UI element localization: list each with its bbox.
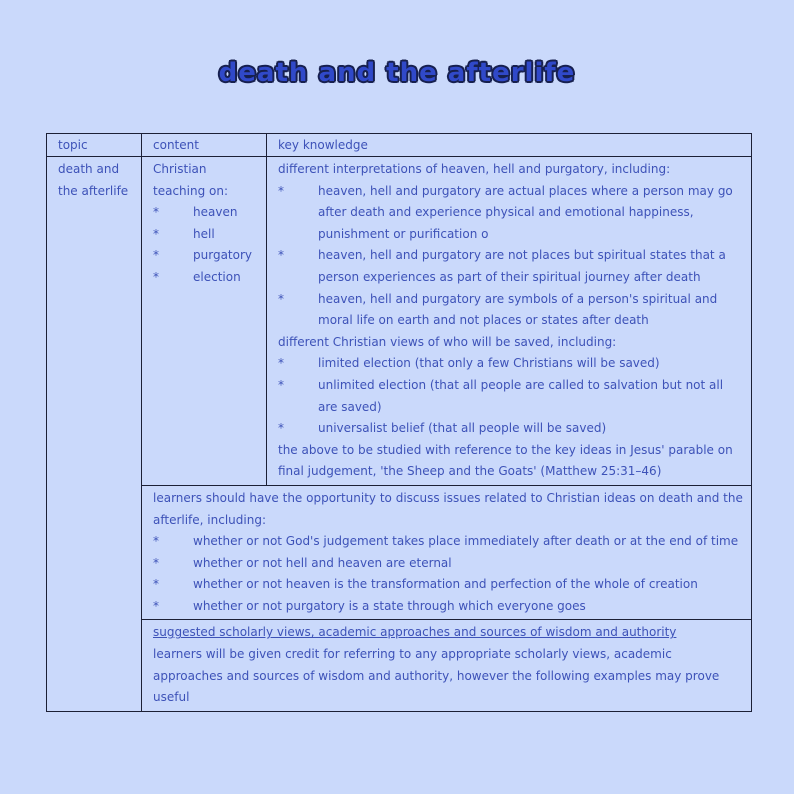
bullet-icon: * <box>153 269 159 284</box>
salvation-intro: different Christian views of who will be saved, including: <box>278 334 617 349</box>
header-topic: topic <box>47 134 142 157</box>
list-item: * purgatory <box>153 245 260 267</box>
bullet-icon: * <box>278 377 284 392</box>
header-key-knowledge: key knowledge <box>267 134 752 157</box>
interpretations-list <box>278 181 745 332</box>
list-item: * heaven, hell and purgatory are symbols of a person's spiritual and moral life on earth and not places or states after death <box>278 289 745 332</box>
bullet-icon: * <box>278 183 284 198</box>
bullet-icon: * <box>153 598 159 613</box>
bullet-icon: * <box>278 421 284 436</box>
list-item: * heaven, hell and purgatory are actual places where a person may go after death and experience physical and emotional happiness, punishment or purification o <box>278 181 745 246</box>
content-cell <box>142 157 267 486</box>
bullet-icon: * <box>153 534 159 549</box>
scholarly-cell <box>142 620 752 711</box>
bullet-icon: * <box>153 205 159 220</box>
bullet-icon: * <box>153 577 159 592</box>
main-row <box>47 157 752 486</box>
list-item: * whether or not heaven is the transformation and perfection of the whole of creation <box>153 574 745 596</box>
list-item: * whether or not purgatory is a state through which everyone goes <box>153 596 745 618</box>
salvation-list <box>278 353 745 439</box>
content-list <box>153 202 260 288</box>
scholarly-heading: suggested scholarly views, academic approaches and sources of wisdom and authority <box>153 625 677 640</box>
discussion-cell <box>142 485 752 620</box>
list-item: * whether or not hell and heaven are eternal <box>153 553 745 575</box>
list-item: * heaven <box>153 202 260 224</box>
list-item: * universalist belief (that all people will be saved) <box>278 418 745 440</box>
bullet-icon: * <box>153 555 159 570</box>
bullet-icon: * <box>278 248 284 263</box>
scholarly-row <box>47 620 752 711</box>
list-item: * hell <box>153 224 260 246</box>
list-item: * limited election (that only a few Christians will be saved) <box>278 353 745 375</box>
content-intro: Christian teaching on: <box>153 162 229 198</box>
list-item: * unlimited election (that all people are called to salvation but not all are saved) <box>278 375 745 418</box>
bullet-icon: * <box>278 291 284 306</box>
parable-note: the above to be studied with reference to the key ideas in Jesus' parable on final judgement, 'the Sheep and the Goats' (Matthew 25:31–46) <box>278 442 733 479</box>
key-knowledge-cell <box>267 157 752 486</box>
discussion-intro: learners should have the opportunity to discuss issues related to Christian ideas on death and the afterlife, including: <box>153 490 743 527</box>
list-item: * whether or not God's judgement takes place immediately after death or at the end of time <box>153 531 745 553</box>
discussion-row <box>47 485 752 620</box>
scholarly-text: learners will be given credit for referring to any appropriate scholarly views, academic approaches and sources of wisdom and authority, however the following examples may prove useful <box>153 647 720 705</box>
topic-cell <box>47 157 142 712</box>
bullet-icon: * <box>153 226 159 241</box>
bullet-icon: * <box>278 356 284 371</box>
discussion-list <box>153 531 745 617</box>
header-row <box>47 134 752 157</box>
topic-text: death and the afterlife <box>58 162 129 198</box>
header-content: content <box>142 134 267 157</box>
list-item: * heaven, hell and purgatory are not places but spiritual states that a person experiences as part of their spiritual journey after death <box>278 245 745 288</box>
list-item: * election <box>153 267 260 289</box>
bullet-icon: * <box>153 248 159 263</box>
spec-table <box>46 133 752 712</box>
interpretations-intro: different interpretations of heaven, hell and purgatory, including: <box>278 162 671 176</box>
page-title: death and the afterlife <box>218 58 576 88</box>
